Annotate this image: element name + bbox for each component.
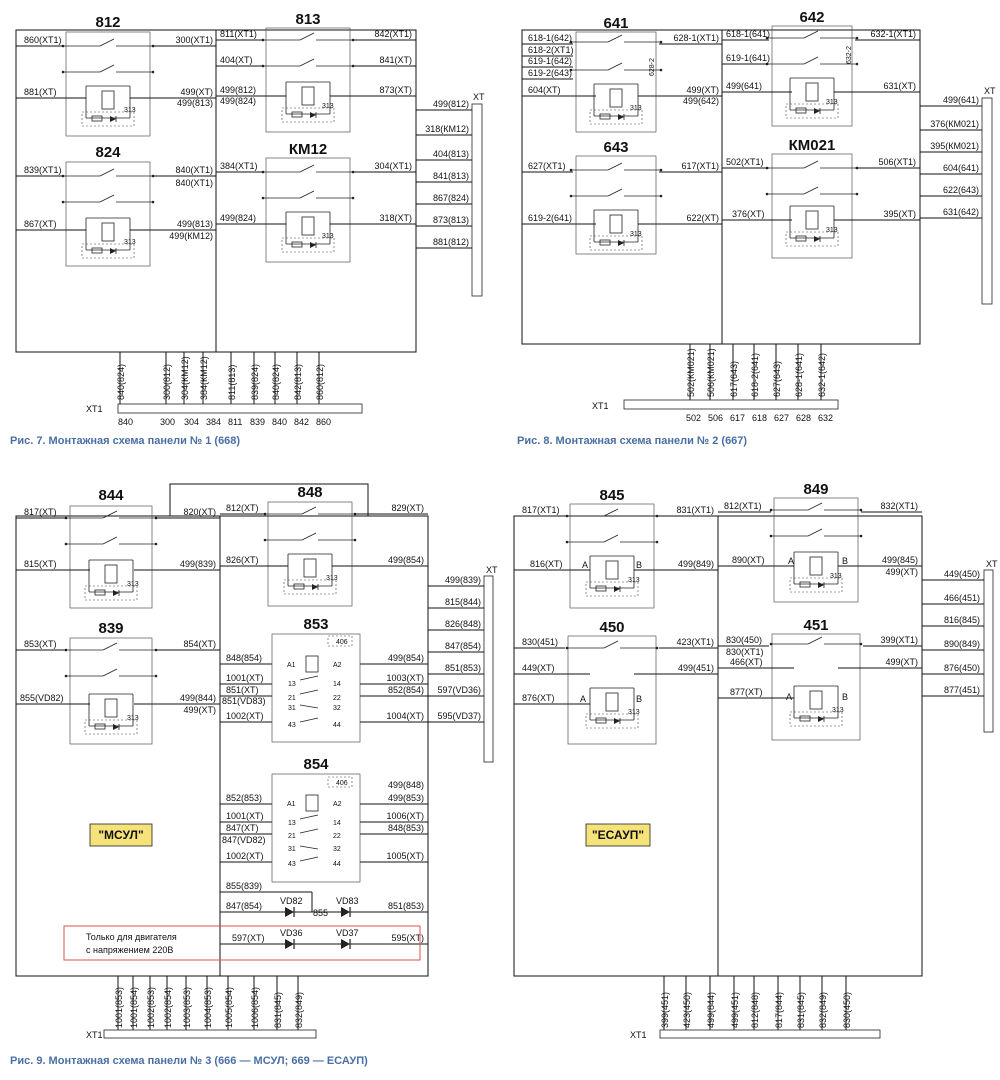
wire-label: 499(824) — [220, 213, 257, 223]
svg-text:XT: XT — [473, 92, 485, 102]
svg-text:21: 21 — [288, 833, 296, 840]
svg-text:851(853): 851(853) — [444, 663, 481, 673]
svg-text:597(XT): 597(XT) — [232, 933, 265, 943]
svg-text:499(844): 499(844) — [706, 991, 716, 1028]
svg-text:499(839): 499(839) — [179, 559, 216, 569]
svg-text:852(854): 852(854) — [387, 685, 424, 695]
svg-text:851(XT): 851(XT) — [226, 685, 259, 695]
svg-text:860: 860 — [316, 417, 332, 427]
note-line: Только для двигателя — [86, 932, 177, 942]
svg-text:628-1(641): 628-1(641) — [794, 352, 804, 397]
relay-844 — [65, 487, 158, 608]
svg-text:619-2(643): 619-2(643) — [528, 68, 573, 78]
xt-label: 841(813) — [432, 171, 469, 181]
svg-text:830(451): 830(451) — [522, 637, 559, 647]
relay-839 — [65, 620, 158, 744]
svg-text:451: 451 — [803, 617, 829, 634]
svg-text:839: 839 — [250, 417, 266, 427]
svg-text:A: A — [580, 694, 587, 704]
svg-text:502(XT1): 502(XT1) — [726, 157, 764, 167]
svg-text:853: 853 — [303, 616, 329, 633]
fig9b-xt1-terminal — [630, 976, 880, 1040]
wire-label: 840(XT1) — [175, 178, 213, 188]
svg-text:44: 44 — [333, 722, 341, 729]
wire-label: 499(XT) — [180, 87, 213, 97]
svg-text:406: 406 — [336, 639, 348, 646]
svg-text:855(839): 855(839) — [226, 881, 263, 891]
svg-text:826(XT): 826(XT) — [226, 555, 259, 565]
svg-text:628-2: 628-2 — [649, 58, 656, 76]
bottom-wire-label: 840(824) — [271, 363, 281, 400]
svg-text:A2: A2 — [333, 801, 342, 808]
svg-text:376(XT): 376(XT) — [732, 209, 765, 219]
svg-text:877(XT): 877(XT) — [730, 687, 763, 697]
svg-text:619-1(641): 619-1(641) — [726, 53, 771, 63]
fig8-xt-terminal — [920, 86, 996, 304]
svg-text:830(450): 830(450) — [842, 991, 852, 1028]
xt-label: 867(824) — [432, 193, 469, 203]
svg-text:832(849): 832(849) — [294, 991, 304, 1028]
svg-text:631(XT): 631(XT) — [883, 81, 916, 91]
svg-text:506(XT1): 506(XT1) — [878, 157, 916, 167]
svg-text:627(XT1): 627(XT1) — [528, 161, 566, 171]
svg-text:604(641): 604(641) — [942, 163, 979, 173]
svg-text:506: 506 — [708, 413, 724, 423]
svg-text:1006(854): 1006(854) — [250, 986, 260, 1028]
svg-text:44: 44 — [333, 861, 341, 868]
svg-text:1003(XT): 1003(XT) — [386, 673, 424, 683]
svg-text:832(849): 832(849) — [818, 991, 828, 1028]
svg-text:"МСУЛ": "МСУЛ" — [98, 828, 144, 842]
relay-824-label: 824 — [95, 144, 121, 161]
wire-label: 499(824) — [220, 96, 257, 106]
wire-label: 811(XT1) — [220, 29, 257, 39]
svg-text:627: 627 — [774, 413, 790, 423]
svg-text:618-2(XT1): 618-2(XT1) — [528, 45, 574, 55]
svg-text:840: 840 — [272, 417, 288, 427]
contact-313-label: 313 — [322, 103, 334, 110]
svg-text:854: 854 — [303, 756, 329, 773]
svg-text:14: 14 — [333, 820, 341, 827]
svg-text:849: 849 — [803, 481, 829, 498]
svg-text:43: 43 — [288, 861, 296, 868]
fig8-caption: Рис. 8. Монтажная схема панели № 2 (667) — [517, 435, 748, 447]
diode-block — [226, 881, 424, 949]
svg-text:851(VD83): 851(VD83) — [222, 696, 266, 706]
svg-text:313: 313 — [630, 105, 642, 112]
svg-text:632-1(XT1): 632-1(XT1) — [870, 29, 916, 39]
relay-813 — [262, 11, 355, 132]
xt-label: 499(812) — [432, 99, 469, 109]
svg-text:876(XT): 876(XT) — [522, 693, 555, 703]
svg-text:499(641): 499(641) — [942, 95, 979, 105]
svg-text:817(XT): 817(XT) — [24, 507, 57, 517]
svg-text:831(845): 831(845) — [796, 991, 806, 1028]
fig7-caption: Рис. 7. Монтажная схема панели № 1 (668) — [10, 435, 241, 447]
contact-313-label: 313 — [124, 239, 136, 246]
svg-text:XT: XT — [986, 559, 998, 569]
contact-313-label: 313 — [322, 233, 334, 240]
svg-text:502: 502 — [686, 413, 702, 423]
wire-label: 304(XT1) — [374, 161, 412, 171]
svg-text:376(КМ021): 376(КМ021) — [930, 119, 979, 129]
svg-text:313: 313 — [127, 715, 139, 722]
svg-text:619-1(642): 619-1(642) — [528, 56, 573, 66]
relay-642 — [766, 9, 859, 126]
svg-text:B: B — [842, 692, 849, 702]
fig7-xt1-terminal — [86, 352, 362, 427]
svg-text:826(848): 826(848) — [444, 619, 481, 629]
fig9-caption: Рис. 9. Монтажная схема панели № 3 (666 — МСУЛ; 669 — ЕСАУП) — [10, 1055, 368, 1067]
svg-text:466(XT): 466(XT) — [730, 657, 763, 667]
svg-text:499(839): 499(839) — [444, 575, 481, 585]
relay-km12 — [262, 141, 355, 262]
svg-text:499(XT): 499(XT) — [183, 705, 216, 715]
fig9a-panel-frame — [16, 516, 428, 976]
svg-text:449(450): 449(450) — [943, 569, 980, 579]
svg-text:628: 628 — [796, 413, 812, 423]
svg-text:13: 13 — [288, 820, 296, 827]
svg-text:449(XT): 449(XT) — [522, 663, 555, 673]
svg-text:499(XT): 499(XT) — [885, 657, 918, 667]
svg-text:618-2(641): 618-2(641) — [750, 352, 760, 397]
svg-text:643: 643 — [603, 139, 629, 156]
wire-label: 499(812) — [220, 85, 257, 95]
svg-text:313: 313 — [628, 709, 640, 716]
svg-text:499(854): 499(854) — [387, 555, 424, 565]
svg-text:831(845): 831(845) — [273, 991, 283, 1028]
svg-text:855: 855 — [313, 908, 329, 918]
svg-text:A: A — [582, 560, 589, 570]
svg-text:313: 313 — [127, 581, 139, 588]
svg-text:812(XT1): 812(XT1) — [724, 501, 762, 511]
svg-text:642: 642 — [799, 9, 825, 26]
relay-641 — [570, 15, 663, 132]
fig7-xt-terminal — [416, 92, 485, 296]
svg-text:890(XT): 890(XT) — [732, 555, 765, 565]
svg-text:499(641): 499(641) — [726, 81, 763, 91]
svg-text:399(451): 399(451) — [660, 991, 670, 1028]
svg-text:XT1: XT1 — [86, 1030, 103, 1040]
svg-text:313: 313 — [830, 573, 842, 580]
relay-km12-label: КМ12 — [288, 141, 328, 158]
svg-text:32: 32 — [333, 846, 341, 853]
svg-text:820(XT): 820(XT) — [183, 507, 216, 517]
svg-text:815(XT): 815(XT) — [24, 559, 57, 569]
wire-label: 881(XT) — [24, 87, 57, 97]
svg-text:812(XT): 812(XT) — [226, 503, 259, 513]
svg-text:A: A — [788, 556, 795, 566]
svg-text:847(854): 847(854) — [226, 901, 263, 911]
svg-text:1001(854): 1001(854) — [129, 986, 139, 1028]
svg-text:839: 839 — [98, 620, 124, 637]
fig7-diagram — [10, 11, 485, 447]
svg-text:832(XT1): 832(XT1) — [880, 501, 918, 511]
bottom-wire-label: 842(813) — [293, 363, 303, 400]
svg-text:816(845): 816(845) — [943, 615, 980, 625]
wire-label: 842(XT1) — [374, 29, 412, 39]
svg-text:831(XT1): 831(XT1) — [676, 505, 714, 515]
svg-text:B: B — [842, 556, 849, 566]
svg-text:618-1(641): 618-1(641) — [726, 29, 771, 39]
relay-812-label: 812 — [95, 14, 121, 31]
svg-text:1004(XT): 1004(XT) — [386, 711, 424, 721]
fig9a-xt-terminal — [428, 565, 498, 762]
wire-label: 318(XT) — [379, 213, 412, 223]
wire-label: 499(КМ12) — [169, 231, 213, 241]
svg-text:632-1(642): 632-1(642) — [817, 352, 827, 397]
svg-text:14: 14 — [333, 681, 341, 688]
svg-text:22: 22 — [333, 695, 341, 702]
svg-text:631(642): 631(642) — [942, 207, 979, 217]
svg-text:499(451): 499(451) — [677, 663, 714, 673]
svg-text:21: 21 — [288, 695, 296, 702]
relay-812 — [62, 14, 155, 136]
svg-text:1001(853): 1001(853) — [114, 986, 124, 1028]
wire-label: 860(XT1) — [24, 35, 62, 45]
wire-label: 840(XT1) — [175, 165, 213, 175]
bottom-wire-label: 300(812) — [162, 363, 172, 400]
svg-text:811: 811 — [228, 417, 243, 427]
svg-text:499(XT): 499(XT) — [885, 567, 918, 577]
svg-text:B: B — [636, 560, 643, 570]
svg-text:31: 31 — [288, 705, 296, 712]
svg-text:628-1(XT1): 628-1(XT1) — [673, 33, 719, 43]
svg-text:499(849): 499(849) — [677, 559, 714, 569]
svg-text:499(845): 499(845) — [881, 555, 918, 565]
wire-label: 839(XT1) — [24, 165, 62, 175]
svg-text:13: 13 — [288, 681, 296, 688]
wire-label: 867(XT) — [24, 219, 57, 229]
svg-text:847(854): 847(854) — [444, 641, 481, 651]
svg-text:847(XT): 847(XT) — [226, 823, 259, 833]
xt-label: 873(813) — [432, 215, 469, 225]
svg-text:399(XT1): 399(XT1) — [880, 635, 918, 645]
svg-text:313: 313 — [826, 99, 838, 106]
svg-text:1002(XT): 1002(XT) — [226, 851, 264, 861]
contact-313-label: 313 — [124, 107, 136, 114]
svg-text:619-2(641): 619-2(641) — [528, 213, 573, 223]
relay-853 — [272, 616, 360, 742]
svg-text:313: 313 — [628, 577, 640, 584]
svg-text:1002(853): 1002(853) — [146, 986, 156, 1028]
svg-text:423(450): 423(450) — [682, 991, 692, 1028]
note-line: с напряжением 220В — [86, 945, 174, 955]
svg-text:1002(854): 1002(854) — [163, 986, 173, 1028]
wire-label: 384(XT1) — [220, 161, 258, 171]
svg-text:847(VD82): 847(VD82) — [222, 835, 266, 845]
svg-text:1006(XT): 1006(XT) — [386, 811, 424, 821]
svg-text:499(853): 499(853) — [387, 793, 424, 803]
svg-text:854(XT): 854(XT) — [183, 639, 216, 649]
svg-text:43: 43 — [288, 722, 296, 729]
svg-text:641: 641 — [603, 15, 629, 32]
xt-label: 404(813) — [432, 149, 469, 159]
svg-text:829(XT): 829(XT) — [391, 503, 424, 513]
svg-text:817(844): 817(844) — [774, 991, 784, 1028]
svg-text:845: 845 — [599, 487, 625, 504]
svg-text:313: 313 — [326, 575, 338, 582]
svg-text:22: 22 — [333, 833, 341, 840]
svg-text:XT1: XT1 — [592, 401, 609, 411]
relay-450 — [566, 619, 659, 744]
relay-849 — [770, 481, 863, 602]
svg-text:313: 313 — [630, 231, 642, 238]
wire-label: 404(XT) — [220, 55, 253, 65]
svg-text:1004(853): 1004(853) — [203, 986, 213, 1028]
svg-text:"ЕСАУП": "ЕСАУП" — [591, 828, 645, 842]
svg-text:890(849): 890(849) — [943, 639, 980, 649]
svg-text:604(XT): 604(XT) — [528, 85, 561, 95]
svg-text:499(642): 499(642) — [682, 96, 719, 106]
svg-text:1001(XT): 1001(XT) — [226, 811, 264, 821]
svg-text:300: 300 — [160, 417, 176, 427]
svg-text:A2: A2 — [333, 662, 342, 669]
svg-text:848: 848 — [297, 484, 323, 501]
svg-text:1002(XT): 1002(XT) — [226, 711, 264, 721]
relay-848 — [264, 484, 357, 606]
svg-text:848(853): 848(853) — [387, 823, 424, 833]
svg-text:406: 406 — [336, 780, 348, 787]
svg-text:618: 618 — [752, 413, 768, 423]
relay-813-label: 813 — [295, 11, 321, 28]
svg-text:617(XT1): 617(XT1) — [681, 161, 719, 171]
svg-text:830(XT1): 830(XT1) — [726, 647, 764, 657]
fig8-panel-frame — [522, 30, 920, 344]
svg-text:XT: XT — [486, 565, 498, 575]
svg-text:851(853): 851(853) — [387, 901, 424, 911]
svg-text:VD83: VD83 — [336, 896, 359, 906]
svg-text:502(КМ021): 502(КМ021) — [686, 348, 696, 397]
svg-text:842: 842 — [294, 417, 310, 427]
bottom-wire-label: 384(КМ12) — [199, 356, 209, 400]
svg-text:450: 450 — [599, 619, 625, 636]
svg-text:1001(XT): 1001(XT) — [226, 673, 264, 683]
svg-text:853(XT): 853(XT) — [24, 639, 57, 649]
svg-text:VD82: VD82 — [280, 896, 303, 906]
svg-text:844: 844 — [98, 487, 124, 504]
svg-text:XT: XT — [984, 86, 996, 96]
svg-text:32: 32 — [333, 705, 341, 712]
svg-text:B: B — [636, 694, 643, 704]
svg-text:622(643): 622(643) — [942, 185, 979, 195]
svg-text:КМ021: КМ021 — [788, 137, 836, 154]
svg-text:848(854): 848(854) — [226, 653, 263, 663]
fig8-xt1-terminal — [592, 344, 838, 423]
relay-824 — [62, 144, 155, 266]
fig9a-xt1-terminal — [86, 976, 316, 1040]
svg-text:499(XT): 499(XT) — [686, 85, 719, 95]
svg-text:304: 304 — [184, 417, 200, 427]
svg-text:617(643): 617(643) — [729, 360, 739, 397]
svg-text:852(853): 852(853) — [226, 793, 263, 803]
svg-text:1005(XT): 1005(XT) — [386, 851, 424, 861]
svg-text:1005(854): 1005(854) — [224, 986, 234, 1028]
svg-text:876(450): 876(450) — [943, 663, 980, 673]
svg-text:VD36: VD36 — [280, 928, 303, 938]
svg-text:816(XT): 816(XT) — [530, 559, 563, 569]
relay-643 — [570, 139, 663, 254]
fig9-esaup-diagram — [514, 481, 998, 1040]
svg-text:506(КМ021): 506(КМ021) — [706, 348, 716, 397]
wire-label: 499(813) — [176, 219, 213, 229]
svg-text:597(VD36): 597(VD36) — [437, 685, 481, 695]
relay-451 — [770, 617, 863, 740]
xt-label: 318(КМ12) — [425, 124, 469, 134]
svg-text:815(844): 815(844) — [444, 597, 481, 607]
wire-label: 841(XT) — [379, 55, 412, 65]
fig9-msul-diagram — [16, 484, 498, 1040]
svg-text:384: 384 — [206, 417, 222, 427]
svg-text:A1: A1 — [287, 801, 296, 808]
bottom-wire-label: 811(813) — [227, 364, 237, 400]
svg-text:499(848): 499(848) — [387, 780, 424, 790]
svg-text:395(XT): 395(XT) — [883, 209, 916, 219]
svg-text:313: 313 — [832, 707, 844, 714]
svg-text:830(450): 830(450) — [726, 635, 763, 645]
svg-text:817(XT1): 817(XT1) — [522, 505, 560, 515]
xt-label: 881(812) — [432, 237, 469, 247]
svg-text:1003(853): 1003(853) — [182, 986, 192, 1028]
svg-text:632: 632 — [818, 413, 834, 423]
bottom-wire-label: 839(824) — [250, 363, 260, 400]
fig9b-xt-terminal — [922, 559, 998, 732]
svg-text:617: 617 — [730, 413, 746, 423]
svg-text:XT1: XT1 — [86, 404, 103, 414]
svg-text:A1: A1 — [287, 662, 296, 669]
svg-text:595(XT): 595(XT) — [391, 933, 424, 943]
relay-km021 — [766, 137, 859, 258]
relay-854 — [272, 756, 360, 882]
bottom-wire-label: 304(КМ12) — [180, 356, 190, 400]
svg-text:423(XT1): 423(XT1) — [676, 637, 714, 647]
svg-text:632-2: 632-2 — [846, 46, 853, 64]
svg-text:812(848): 812(848) — [750, 991, 760, 1028]
svg-text:31: 31 — [288, 846, 296, 853]
relay-845 — [566, 487, 659, 608]
wire-label: 300(XT1) — [175, 35, 213, 45]
svg-text:XT1: XT1 — [630, 1030, 647, 1040]
svg-text:622(XT): 622(XT) — [686, 213, 719, 223]
svg-text:A: A — [786, 692, 793, 702]
fig8-diagram — [517, 9, 996, 447]
svg-text:395(КМ021): 395(КМ021) — [930, 141, 979, 151]
bottom-wire-label: 840(824) — [116, 363, 126, 400]
svg-text:VD37: VD37 — [336, 928, 359, 938]
svg-text:595(VD37): 595(VD37) — [437, 711, 481, 721]
svg-text:627(643): 627(643) — [772, 360, 782, 397]
svg-text:855(VD82): 855(VD82) — [20, 693, 64, 703]
svg-text:618-1(642): 618-1(642) — [528, 33, 573, 43]
wire-label: 873(XT) — [379, 85, 412, 95]
svg-text:499(844): 499(844) — [179, 693, 216, 703]
svg-text:499(451): 499(451) — [730, 991, 740, 1028]
svg-text:466(451): 466(451) — [943, 593, 980, 603]
bottom-wire-label: 860(812) — [315, 363, 325, 400]
svg-text:840: 840 — [118, 417, 134, 427]
wire-label: 499(813) — [176, 98, 213, 108]
svg-text:313: 313 — [826, 227, 838, 234]
svg-text:877(451): 877(451) — [943, 685, 980, 695]
svg-text:499(854): 499(854) — [387, 653, 424, 663]
